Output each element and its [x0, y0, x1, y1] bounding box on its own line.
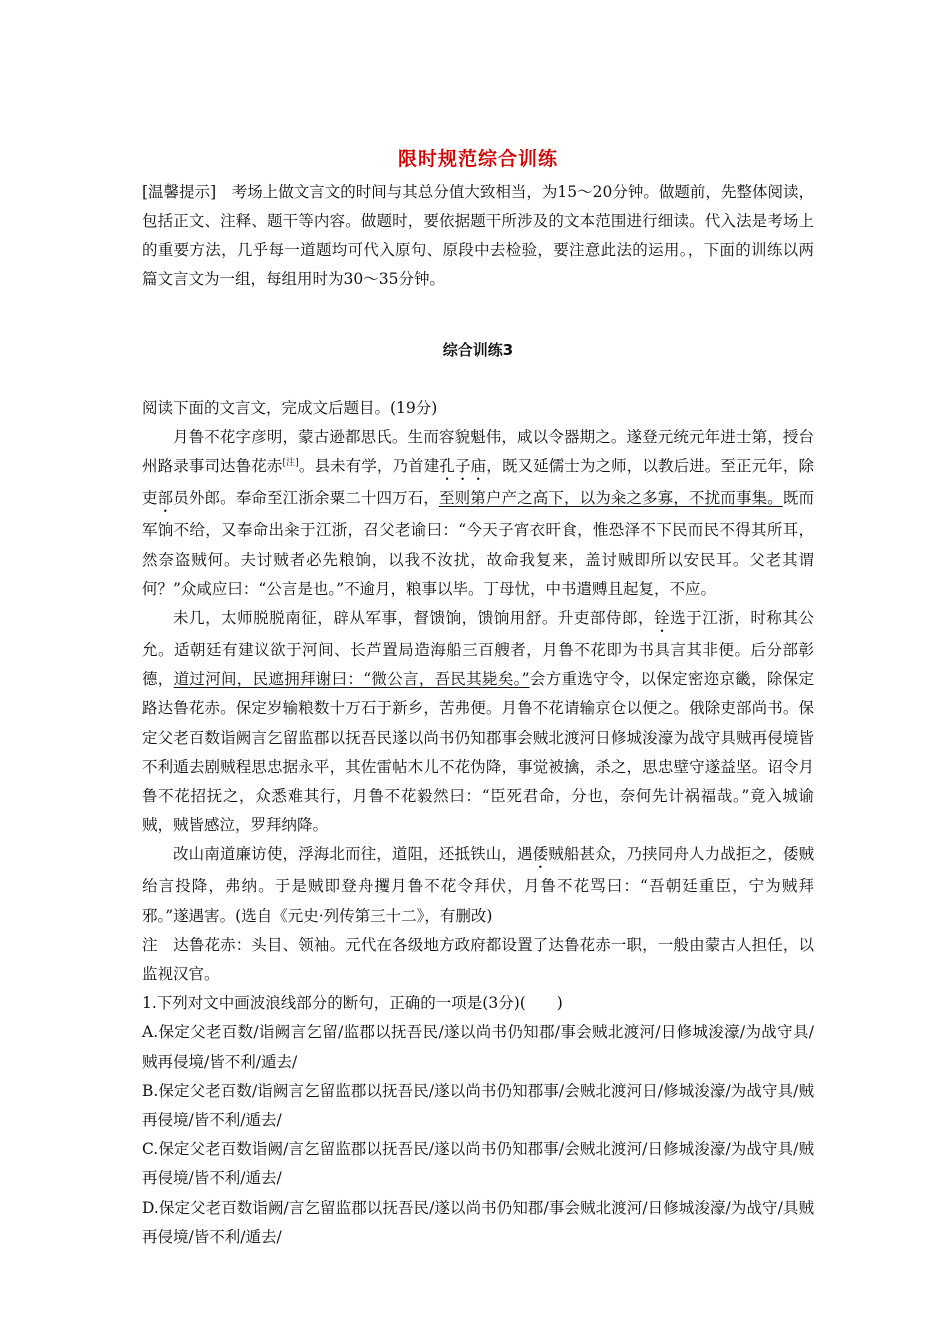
- section-title: 综合训练3: [442, 341, 514, 359]
- page-title: 限时规范综合训练: [397, 148, 558, 170]
- question-1: [142, 989, 814, 1252]
- question-stem: 1.下列对文中画波浪线部分的断句，正确的一项是(3分)( ): [142, 994, 563, 1013]
- passage-paragraph-3: [142, 840, 814, 930]
- tip-paragraph: [142, 178, 814, 294]
- dotted-term-wo: 倭: [532, 845, 549, 864]
- passage-paragraph-2: [142, 604, 814, 840]
- p1-text-a: 月鲁不花字彦明，蒙古逊都思氏。生而容貌魁伟，咸以令器期之。遂登元统元年进士第，授台州路录事司达鲁花赤: [142, 428, 814, 476]
- p2-text-b: 选于江浙，时称其公允。适朝廷有建议欲于河间、长芦置局造海船三百艘者，月鲁不花即为书具言其非便。后分部彰德，: [142, 609, 814, 689]
- dotted-term-bu: 部: [157, 489, 174, 508]
- p3-text-a: 改山南道廉访使，浮海北而往，道阻，还抵铁山，遇: [173, 845, 533, 864]
- option-b: B.保定父老百数/诣阙言乞留监郡以抚吾民/遂以尚书仍知郡事/会贼北渡河日/修城浚濠/为战守具/贼再侵境/皆不利/遁去/: [142, 1081, 814, 1130]
- passage-body: [142, 394, 814, 1252]
- option-d: D.保定父老百数诣阙/言乞留监郡以抚吾民/遂以尚书仍知郡/事会贼北渡河/日修城浚濠/为战守/具贼再侵境/皆不利/遁去/: [142, 1198, 814, 1246]
- tip-label: [温馨提示]: [142, 183, 217, 201]
- underlined-sentence-1: 至则第户产之高下，以为籴之多寡，不扰而事集。: [438, 489, 783, 508]
- footnote-text: 注 达鲁花赤：头目、领袖。元代在各级地方政府都设置了达鲁花赤一职，一般由蒙古人担任，以监视汉官。: [142, 935, 814, 984]
- p1-text-e: 既而军饷不给，又奉命出籴于江浙，召父老谕曰：“今天子宵衣旰食，惟恐泽不下民而民不得其所耳，然奈盗贼何。夫讨贼者必先粮饷，以我不汝扰，故命我复来，盖讨贼即所以安民耳。父老其谓何？”众咸应曰：“公言是也。”不逾月，粮事以毕。丁母忧，中书遣赙且起复，不应。: [142, 489, 814, 598]
- option-c: C.保定父老百数诣阙/言乞留监郡以抚吾民/遂以尚书仍知郡事/会贼北渡河/日修城浚濠/为战守具/贼再侵境/皆不利/遁去/: [142, 1140, 814, 1188]
- footnote-marker: [注]: [282, 458, 299, 469]
- option-a: A.保定父老百数/诣阙言乞留/监郡以抚吾民/遂以尚书仍知郡/事会贼北渡河/日修城浚濠/为战守具/贼再侵境/皆不利/遁去/: [142, 1023, 814, 1071]
- instruction-text: 阅读下面的文言文，完成文后题目。(19分): [142, 399, 438, 417]
- passage-paragraph-1: [142, 423, 814, 604]
- p1-text-c: ，既又延儒士为之师，以教后进。至正元年，除吏: [142, 457, 814, 508]
- p2-text-c: 会方重选守令，以保定密迩京畿，除保定路达鲁花赤。保定岁输粮数十万石于新乡，苦弗便。月鲁不花请输京仓以便之。俄除吏部尚书。保定父老百数诣阙言乞留监郡以抚吾民遂以尚书仍知郡事会贼北渡河日修城浚濠为战守具贼再侵境皆不利遁去剧贼程思忠据永平，其佐雷帖木儿不花伪降，事觉被擒，杀之，思忠壁守遂益坚。诏令月鲁不花招抚之，众悉难其行，月鲁不花毅然曰：“臣死君命，分也，奈何先计祸福哉。”竟入城谕贼，贼皆感泣，罗拜纳降。: [142, 670, 814, 835]
- dotted-term-kongzimiao: 孔子庙: [439, 457, 487, 476]
- p2-text-a: 未几，太师脱脱南征，辟从军事，督馈饷，馈饷用舒。升吏部侍郎，: [173, 609, 655, 628]
- p3-text-b: 贼船甚众，乃挟同舟人力战拒之，倭贼绐言投降，弗纳。于是贼即登舟攫月鲁不花令拜伏，月鲁不花骂曰：“吾朝廷重臣，宁为贼拜邪。”遂遇害。(选自《元史·列传第三十二》，有删改): [142, 845, 814, 925]
- dotted-term-quan: 铨: [654, 609, 671, 628]
- tip-text: 考场上做文言文的时间与其总分值大致相当，为15～20分钟。做题前，先整体阅读，包括正文、注释、题干等内容。做题时，要依据题干所涉及的文本范围进行细读。代入法是考场上的重要方法，几乎每一道题均可代入原句、原段中去检验，要注意此法的运用。，下面的训练以两篇文言文为一组，每组用时为30～35分钟。: [142, 183, 814, 288]
- underlined-sentence-2: 道过河间，民遮拥拜谢曰：“微公言，吾民其毙矣。”: [173, 670, 530, 689]
- p1-text-d: 员外郎。奉命至江浙余粟二十四万石，: [173, 489, 439, 508]
- p1-text-b: 。县未有学，乃首建: [298, 457, 440, 476]
